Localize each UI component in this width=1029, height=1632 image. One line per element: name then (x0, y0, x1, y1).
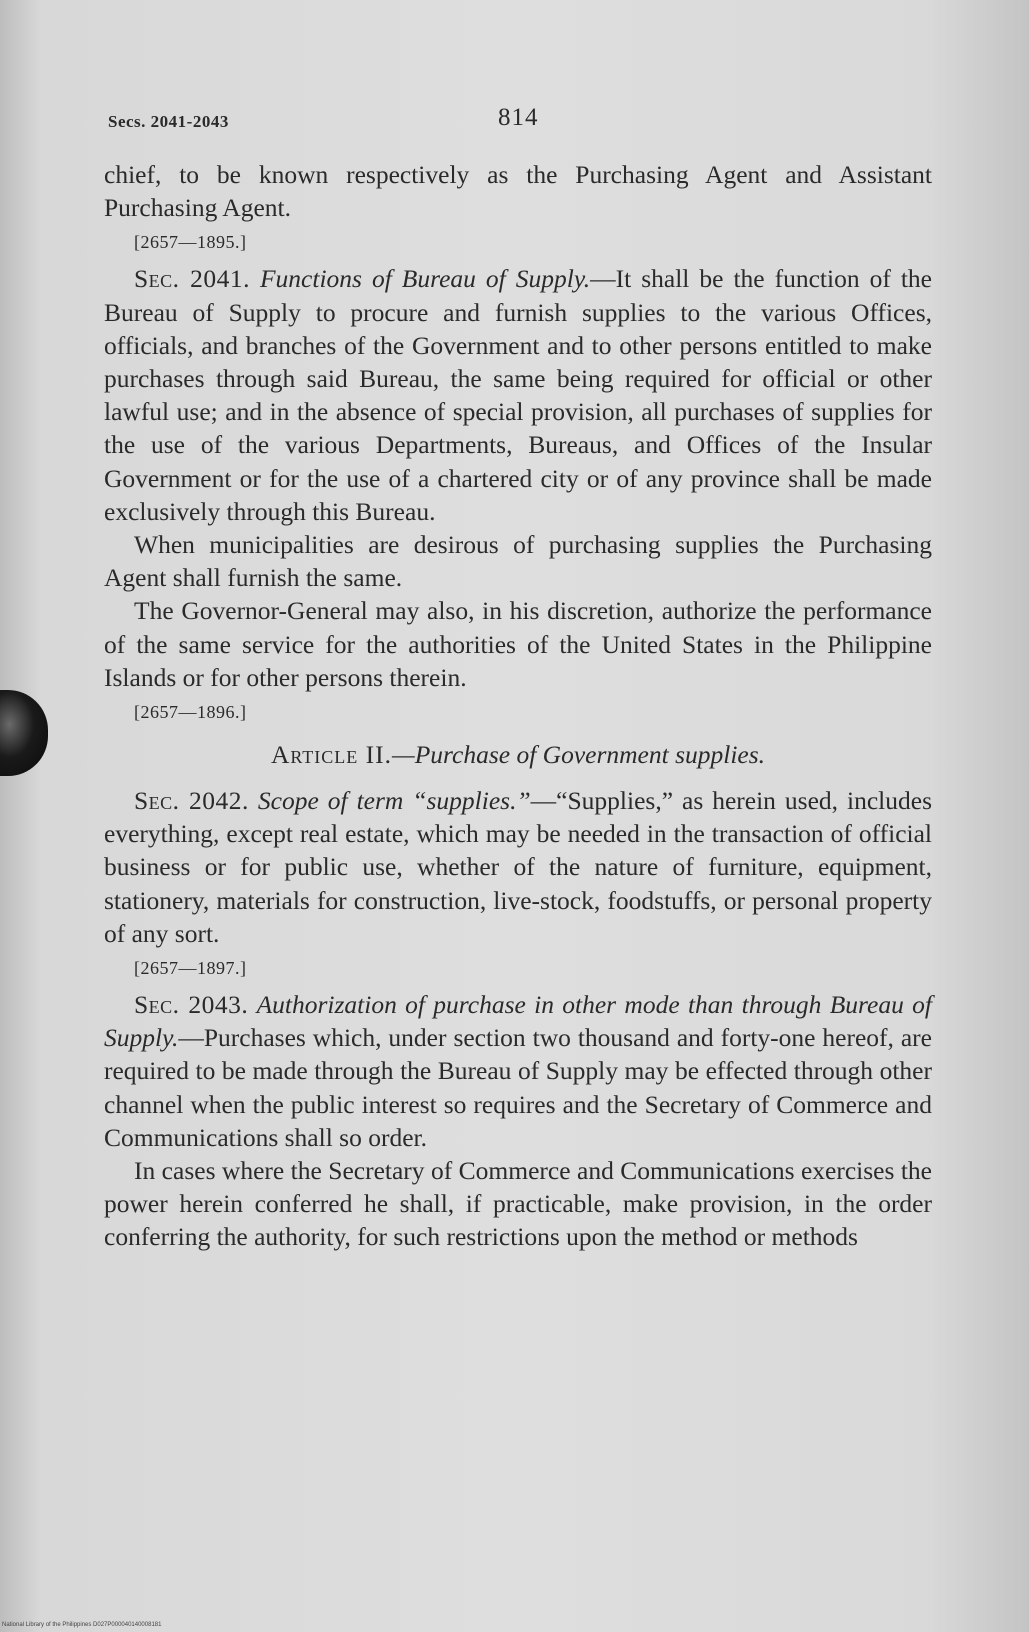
section-title: Scope of term “supplies.” (257, 786, 531, 816)
thumb-shadow (0, 690, 48, 776)
article-label: Article II. (270, 740, 393, 770)
section-2042 (104, 784, 932, 950)
section-text: —It shall be the function of the Bureau of Supply to procure and furnish supplies to the various Offices, officials, and branches of the Government and to other persons entitled to make purchases through said Bureau, the same being required for official or other lawful use; and in the absence of special provision, all purchases of supplies for the use of the various Departments, Bureaus, and Offices of the Insular Government or for the use of a chartered city or of any province shall be made exclusively through this Bureau. (104, 264, 933, 526)
citation: [2657—1895.] (134, 232, 247, 253)
article-heading (104, 738, 932, 772)
continuation-paragraph: chief, to be known respectively as the Purchasing Agent and Assistant Purchasing Agent. (104, 160, 932, 223)
section-text: —Purchases which, under section two thousand and forty-one hereof, are required to be made through the Bureau of Supply may be effected through other channel when the public interest so requires and the Secretary of Commerce and Communications shall so order. (104, 1023, 932, 1152)
citation: [2657—1896.] (134, 702, 247, 723)
section-2043 (104, 988, 932, 1154)
section-text: —“Supplies,” as herein used, includes everything, except real estate, which may be needed in the transaction of official business or for public use, whether of the nature of furniture, equipment, stationery, materials for construction, live-stock, foodstuffs, or personal property of any sort. (104, 786, 932, 948)
section-label: Sec. 2041. (134, 264, 250, 294)
section-2043-paragraph-2: In cases where the Secretary of Commerce and Communications exercises the power herein conferred he shall, if practicable, make provision, in the order conferring the authority, for such restrictions upon the method or methods (104, 1156, 932, 1252)
article-title: —Purchase of Government supplies. (392, 740, 766, 770)
section-label: Sec. 2043. (134, 990, 249, 1020)
page-number: 814 (498, 104, 539, 131)
footer-note: National Library of the Philippines D027P000040140008181 (2, 1622, 162, 1628)
section-2041-paragraph-3: The Governor-General may also, in his discretion, authorize the performance of the same service for the authorities of the United States in the Philippine Islands or for other persons therein. (104, 596, 932, 692)
body-text (104, 158, 932, 1254)
section-label: Sec. 2042. (134, 786, 249, 816)
page-header (108, 104, 929, 140)
section-title: Functions of Bureau of Supply. (259, 264, 591, 294)
section-2041-paragraph-2: When municipalities are desirous of purchasing supplies the Purchasing Agent shall furnish the same. (104, 530, 932, 593)
citation: [2657—1897.] (134, 958, 247, 979)
section-range: Secs. 2041-2043 (108, 112, 229, 131)
section-title: Authorization of purchase in other mode than through Bureau of Supply. (104, 990, 932, 1053)
section-2041 (104, 262, 932, 528)
